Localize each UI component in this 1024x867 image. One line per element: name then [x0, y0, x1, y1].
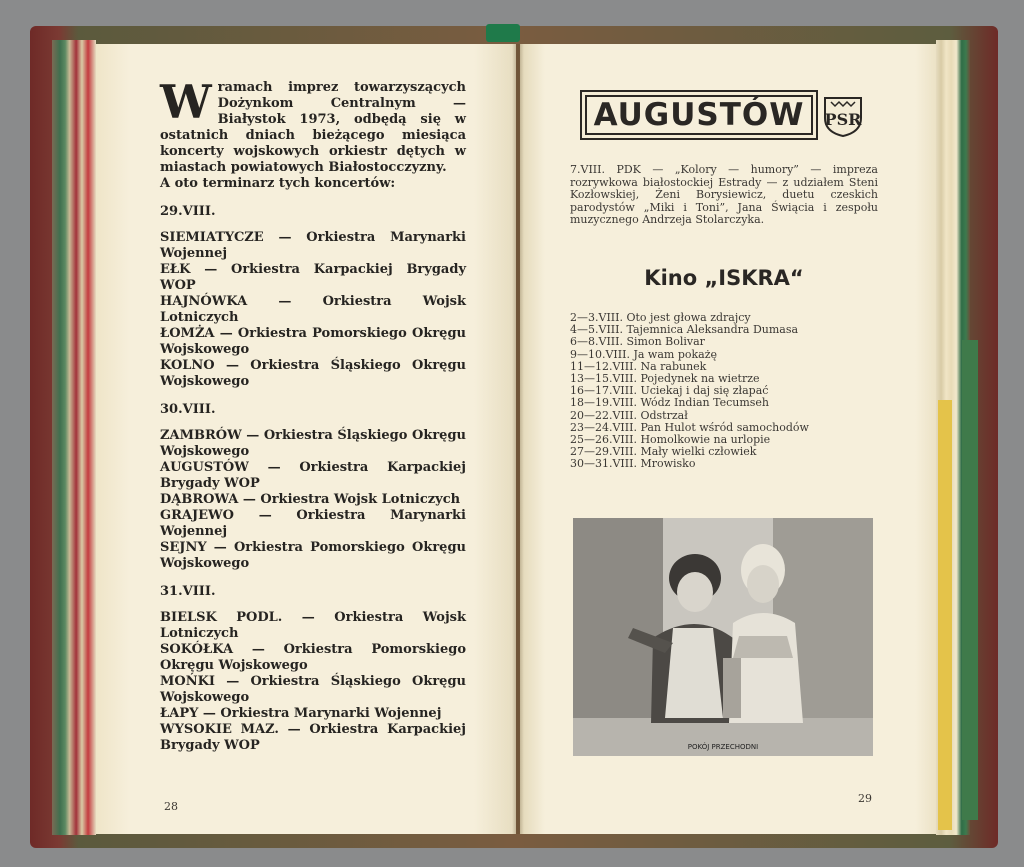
- concert-entry: ŁAPY — Orkiestra Marynarki Wojennej: [160, 706, 442, 721]
- page-number-right: 29: [858, 792, 872, 805]
- crest-letters: PSR: [824, 110, 862, 129]
- concert-entry: DĄBROWA — Orkiestra Wojsk Lotniczych: [160, 492, 461, 507]
- photo-caption: POKÓJ PRZECHODNI: [687, 743, 759, 751]
- film-item: 18—19.VIII. Wódz Indian Tecumseh: [570, 396, 770, 410]
- concert-entry: GRAJEWO — Orkiestra Marynarki Wojennej: [160, 508, 466, 539]
- book-gutter: [512, 44, 524, 834]
- green-tab: [962, 340, 978, 820]
- date-heading: 30.VIII.: [160, 402, 216, 417]
- concert-entry: ZAMBRÓW — Orkiestra Śląskiego Okręgu Wojskowego: [160, 428, 466, 459]
- page-number-left: 28: [164, 800, 178, 813]
- concert-entry: SOKÓŁKA — Orkiestra Pomorskiego Okręgu Wojskowego: [160, 642, 466, 673]
- film-item: 9—10.VIII. Ja wam pokażę: [570, 347, 718, 361]
- photo-illustration: [573, 518, 873, 756]
- concert-entry: WYSOKIE MAZ. — Orkiestra Karpackiej Brygady WOP: [160, 722, 466, 753]
- date-heading: 31.VIII.: [160, 584, 216, 599]
- concert-entry: MOŃKI — Orkiestra Śląskiego Okręgu Wojskowego: [160, 674, 466, 705]
- drop-cap: W: [160, 75, 212, 129]
- film-item: 30—31.VIII. Mrowisko: [570, 457, 696, 471]
- film-item: 2—3.VIII. Oto jest głowa zdrajcy: [570, 311, 751, 324]
- concert-entry: EŁK — Orkiestra Karpackiej Brygady WOP: [160, 262, 466, 293]
- concert-entry: SIEMIATYCZE — Orkiestra Marynarki Wojennej: [160, 230, 466, 261]
- film-item: 11—12.VIII. Na rabunek: [570, 359, 707, 373]
- town-banner: AUGUSTÓW: [580, 90, 818, 140]
- crest-icon: [822, 92, 864, 138]
- page-edges-left: [52, 40, 96, 835]
- film-item: 20—22.VIII. Odstrzał: [570, 408, 688, 422]
- film-item: 13—15.VIII. Pojedynek na wietrze: [570, 372, 760, 386]
- concert-entry: AUGUSTÓW — Orkiestra Karpackiej Brygady WOP: [160, 460, 466, 491]
- concert-entry: SEJNY — Orkiestra Pomorskiego Okręgu Wojskowego: [160, 540, 466, 571]
- film-list: [570, 312, 880, 471]
- yellow-tab: [938, 400, 952, 830]
- film-item: 27—29.VIII. Mały wielki człowiek: [570, 445, 757, 459]
- intro-text: ramach imprez towarzyszących Dożynkom Centralnym — Białystok 1973, odbędą się w ostatnich dniach bieżącego miesiąca koncerty wojskowych orkiestr dętych w miastach powiatowych Białostocczyzny.: [160, 80, 466, 175]
- film-item: 6—8.VIII. Simon Bolivar: [570, 335, 705, 349]
- bookmark-ribbon: [486, 24, 520, 42]
- intro-lead: A oto terminarz tych koncertów:: [160, 176, 396, 191]
- concert-entry: BIELSK PODL. — Orkiestra Wojsk Lotniczych: [160, 610, 466, 641]
- film-item: 16—17.VIII. Uciekaj i daj się złapać: [570, 384, 769, 398]
- concert-entry: ŁOMŻA — Orkiestra Pomorskiego Okręgu Wojskowego: [160, 326, 466, 357]
- concert-schedule: [160, 75, 466, 754]
- intro-paragraph: [160, 75, 466, 192]
- film-item: 23—24.VIII. Pan Hulot wśród samochodów: [570, 420, 809, 434]
- film-still-photo: [573, 518, 873, 756]
- concert-entry: HAJNÓWKA — Orkiestra Wojsk Lotniczych: [160, 294, 466, 325]
- kino-title: Kino „ISKRA“: [644, 266, 804, 290]
- film-item: 4—5.VIII. Tajemnica Aleksandra Dumasa: [570, 323, 799, 337]
- date-heading: 29.VIII.: [160, 204, 216, 219]
- concert-entry: KOLNO — Orkiestra Śląskiego Okręgu Wojskowego: [160, 358, 466, 389]
- film-item: 25—26.VIII. Homolkowie na urlopie: [570, 433, 771, 447]
- pdk-event: 7.VIII. PDK — „Kolory — humory” — impreza rozrywkowa białostockiej Estrady — z udziałem Steni Kozłowskiej, Żeni Borysiewicz, duetu czeskich parodystów „Miki i Toni”, Jana Świącia i zespołu muzycznego Andrzeja Stolarczyka.: [570, 163, 878, 226]
